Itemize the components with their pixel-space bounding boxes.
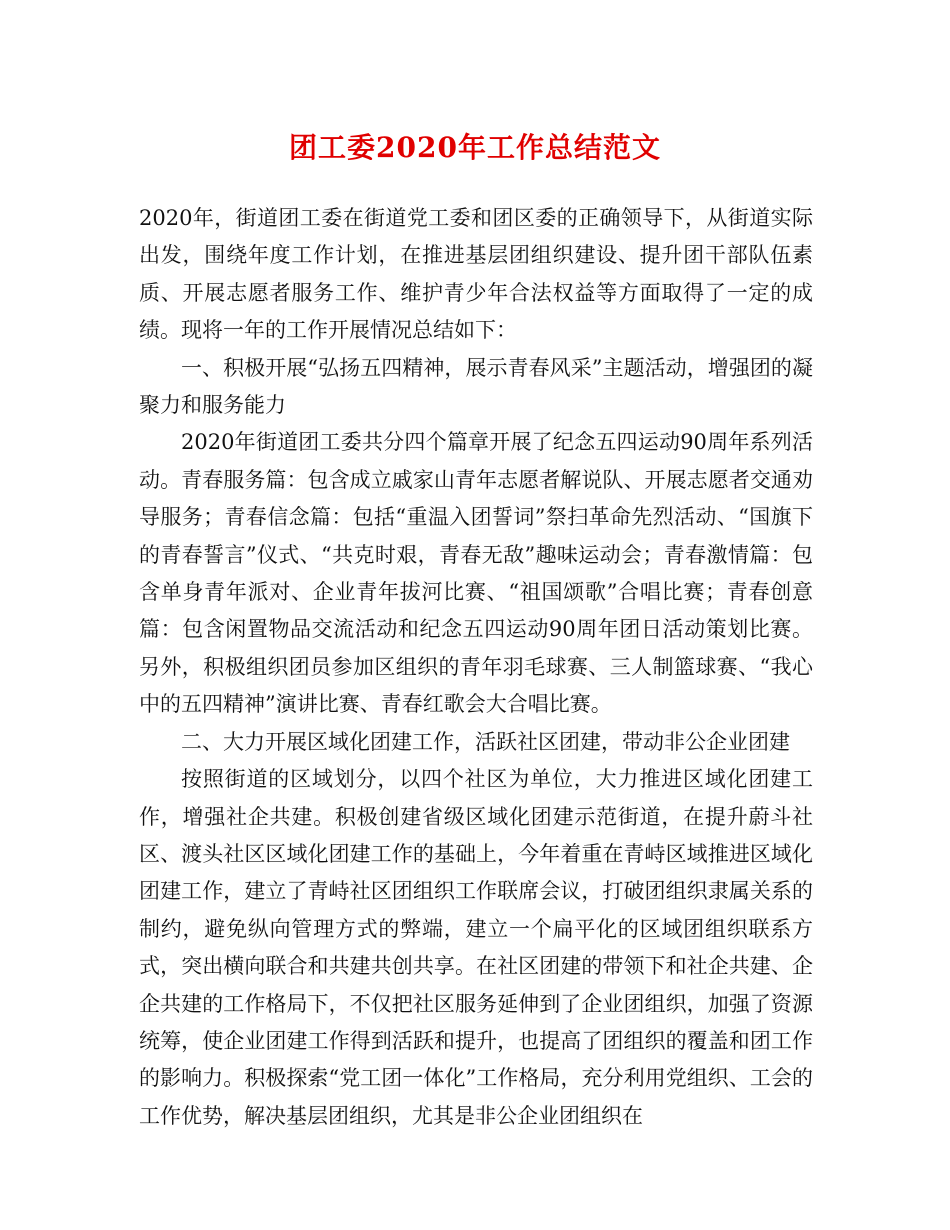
section-heading: 一、积极开展“弘扬五四精神，展示青春风采”主题活动，增强团的凝聚力和服务能力 — [139, 355, 813, 418]
body-paragraph: 2020年街道团工委共分四个篇章开展了纪念五四运动90周年系列活动。青春服务篇：包含成立戚家山青年志愿者解说队、开展志愿者交通劝导服务；青春信念篇：包括“重温入团誓词”祭扫革命先烈活动、“国旗下的青春誓言”仪式、“共克时艰，青春无敌”趣味运动会；青春激情篇：包含单身青年派对、企业青年拔河比赛、“祖国颂歌”合唱比赛；青春创意篇：包含闲置物品交流活动和纪念五四运动90周年团日活动策划比赛。另外，积极组织团员参加区组织的青年羽毛球赛、三人制篮球赛、“我心中的五四精神”演讲比赛、青春红歌会大合唱比赛。 — [139, 430, 813, 717]
document-body — [139, 200, 813, 1135]
body-paragraph: 2020年，街道团工委在街道党工委和团区委的正确领导下，从街道实际出发，围绕年度工作计划，在推进基层团组织建设、提升团干部队伍素质、开展志愿者服务工作、维护青少年合法权益等方面取得了一定的成绩。现将一年的工作开展情况总结如下： — [139, 206, 813, 343]
body-paragraph: 按照街道的区域划分，以四个社区为单位，大力推进区域化团建工作，增强社企共建。积极创建省级区域化团建示范街道，在提升蔚斗社区、渡头社区区域化团建工作的基础上，今年着重在青峙区域推进区域化团建工作，建立了青峙社区团组织工作联席会议，打破团组织隶属关系的制约，避免纵向管理方式的弊端，建立一个扁平化的区域团组织联系方式，突出横向联合和共建共创共享。在社区团建的带领下和社企共建、企企共建的工作格局下，不仅把社区服务延伸到了企业团组织，加强了资源统筹，使企业团建工作得到活跃和提升，也提高了团组织的覆盖和团工作的影响力。积极探索“党工团一体化”工作格局，充分利用党组织、工会的工作优势，解决基层团组织，尤其是非公企业团组织在 — [139, 767, 813, 1128]
document-title: 团工委2020年工作总结范文 — [289, 131, 661, 164]
section-heading: 二、大力开展区域化团建工作，活跃社区团建，带动非公企业团建 — [181, 729, 790, 754]
